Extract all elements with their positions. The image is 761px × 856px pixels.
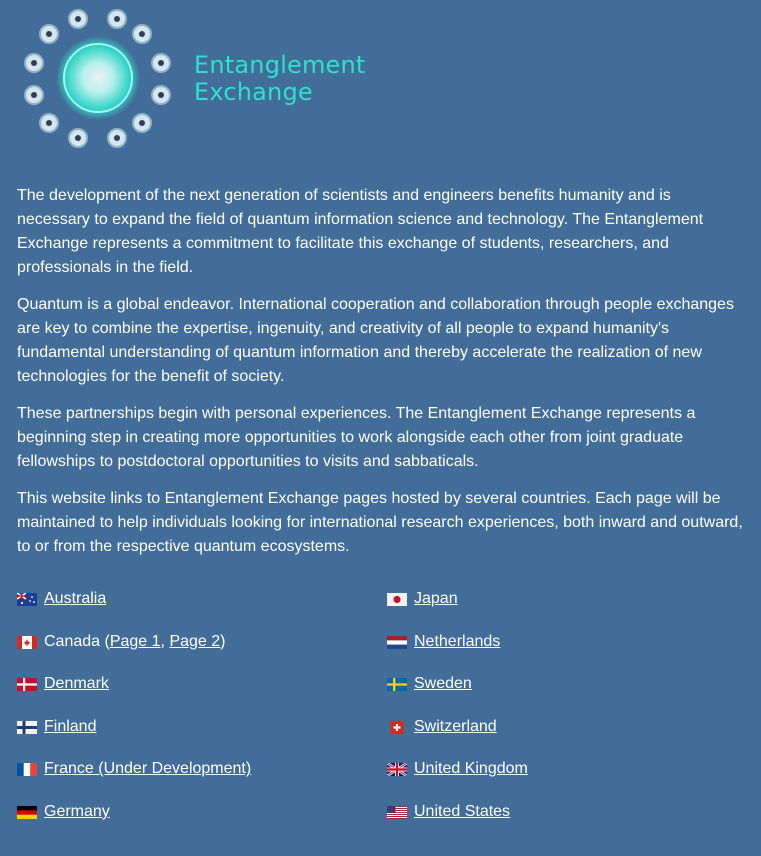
japan-flag-icon	[387, 593, 407, 606]
france-link[interactable]: France (Under Development)	[44, 760, 252, 778]
denmark-link[interactable]: Denmark	[44, 675, 109, 693]
country-item-finland	[17, 717, 387, 760]
finland-flag-icon	[17, 721, 37, 734]
intro-paragraph-3: These partnerships begin with personal experiences. The Entanglement Exchange represents a beginning step in creating more opportunities to work alongside each other from joint graduate fellowships to postdoctoral opportunities to visits and sabbaticals.	[17, 405, 696, 470]
canada-flag-icon	[17, 636, 37, 649]
logo-line-1: Entanglement	[194, 51, 366, 79]
logo-line-2: Exchange	[194, 78, 313, 106]
sweden-flag-icon	[387, 678, 407, 691]
canada-page-2-link[interactable]: Page 2	[169, 632, 221, 650]
header	[0, 0, 761, 170]
australia-flag-icon	[17, 593, 37, 606]
canada-label: Canada (	[44, 632, 110, 650]
canada-separator: ,	[160, 632, 170, 650]
intro-paragraph-1: The development of the next generation of scientists and engineers benefits humanity and is necessary to expand the field of quantum information science and technology. The Entanglement Exchange represents a commitment to facilitate this exchange of students, researchers, and professionals in the field.	[17, 187, 704, 276]
country-item-canada	[17, 632, 387, 675]
quantum-ring-logo-icon	[16, 0, 176, 160]
germany-link[interactable]: Germany	[44, 802, 110, 820]
switzerland-flag-icon	[387, 721, 407, 734]
united-kingdom-flag-icon	[387, 763, 407, 776]
united-states-link[interactable]: United States	[414, 802, 511, 820]
country-item-united-kingdom	[387, 759, 757, 802]
country-item-germany	[17, 802, 387, 845]
finland-link[interactable]: Finland	[44, 717, 97, 735]
netherlands-link[interactable]: Netherlands	[414, 632, 501, 650]
united-kingdom-link[interactable]: United Kingdom	[414, 760, 528, 778]
germany-flag-icon	[17, 806, 37, 819]
canada-page-1-link[interactable]: Page 1	[109, 632, 161, 650]
australia-link[interactable]: Australia	[44, 590, 107, 607]
country-item-netherlands	[387, 632, 757, 675]
denmark-flag-icon	[17, 678, 37, 691]
japan-link[interactable]: Japan	[414, 590, 458, 607]
sweden-link[interactable]: Sweden	[414, 675, 472, 693]
canada-suffix: )	[220, 632, 226, 650]
country-item-united-states	[387, 802, 757, 845]
country-item-france	[17, 759, 387, 802]
netherlands-flag-icon	[387, 636, 407, 649]
main-content	[0, 184, 761, 845]
united-states-flag-icon	[387, 806, 407, 819]
switzerland-link[interactable]: Switzerland	[414, 717, 497, 735]
intro-paragraph-4: This website links to Entanglement Exchange pages hosted by several countries. Each page will be maintained to help individuals looking for international research experiences, both inward and outward, to or from the respective quantum ecosystems.	[17, 490, 743, 555]
country-item-sweden	[387, 674, 757, 717]
france-flag-icon	[17, 763, 37, 776]
country-item-australia	[17, 589, 387, 632]
country-item-denmark	[17, 674, 387, 717]
logo-wordmark	[194, 52, 366, 106]
country-item-japan	[387, 589, 757, 632]
intro-paragraph-2: Quantum is a global endeavor. International cooperation and collaboration through people exchanges are key to combine the expertise, ingenuity, and creativity of all people to expand humanity's fundamental understanding of quantum information and thereby accelerate the realization of new technologies for the benefit of society.	[17, 296, 734, 385]
country-item-switzerland	[387, 717, 757, 760]
country-links	[17, 589, 744, 845]
